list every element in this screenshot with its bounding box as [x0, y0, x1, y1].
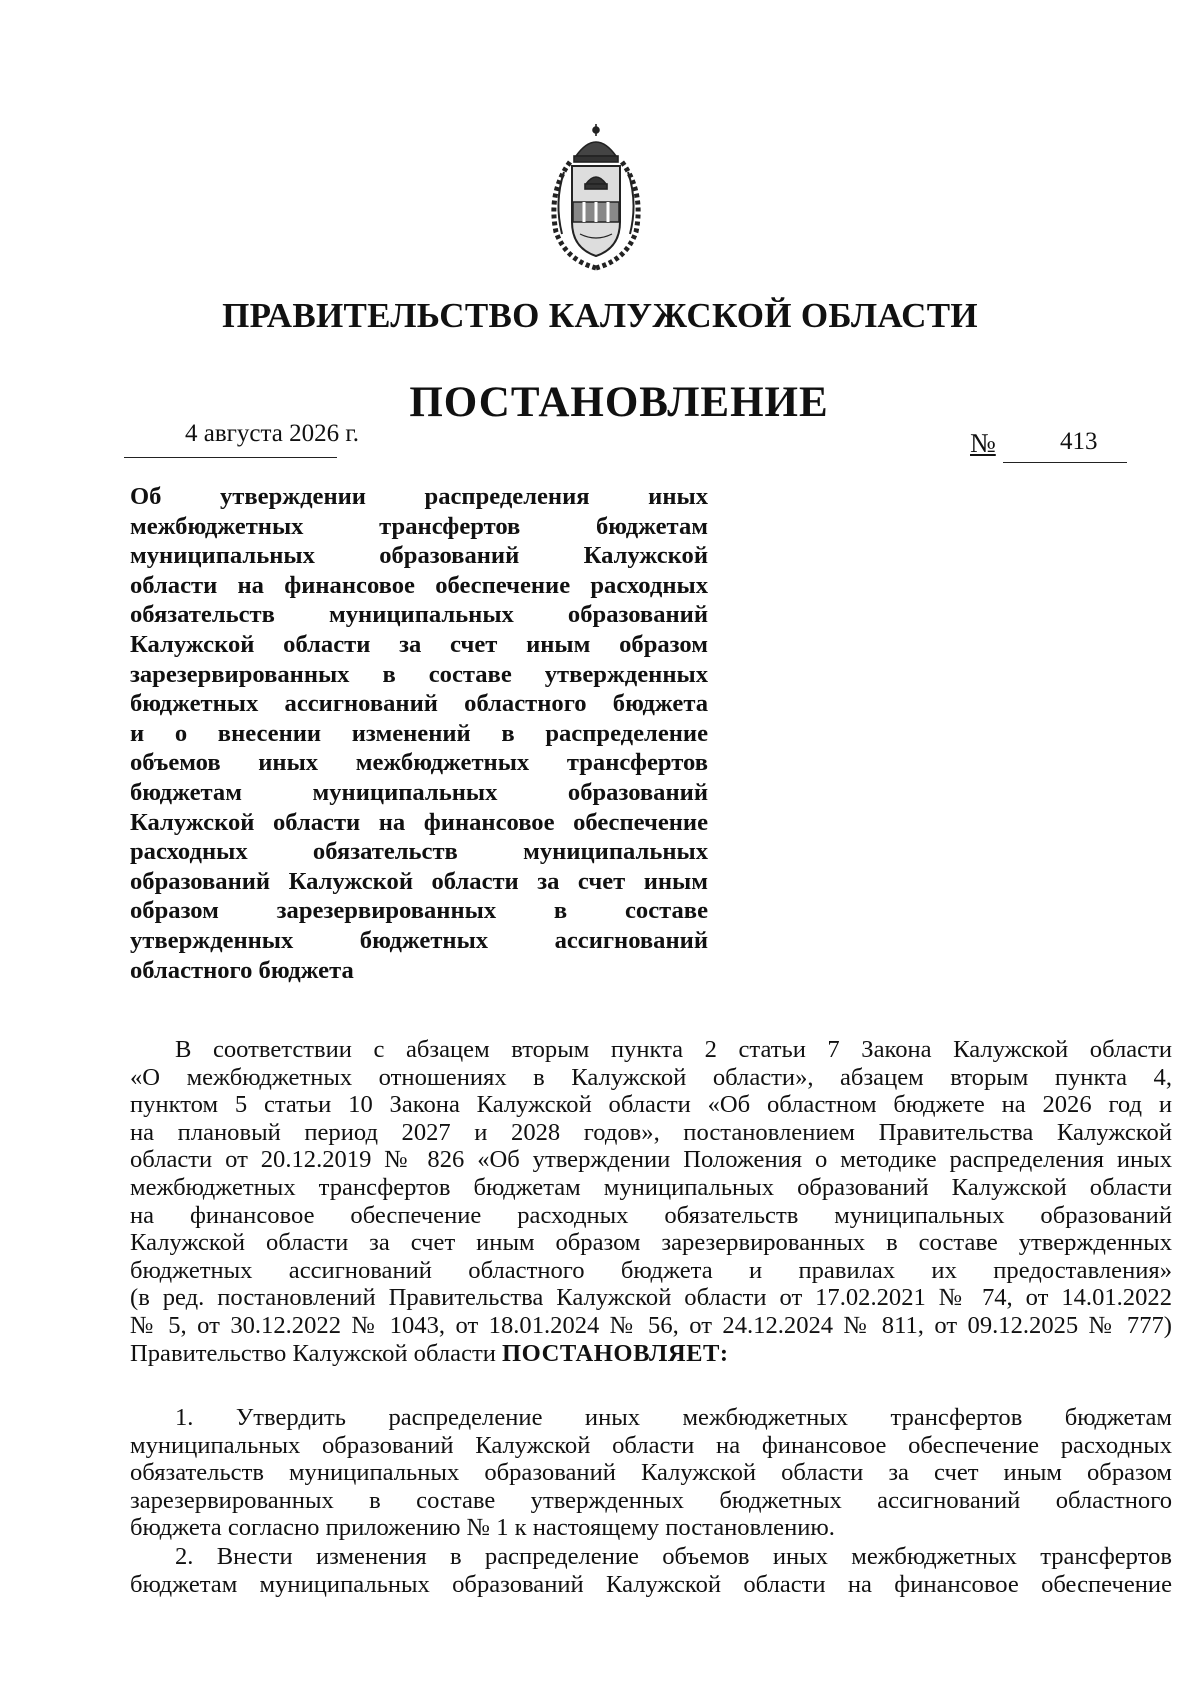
preamble-line: № 5, от 30.12.2022 № 1043, от 18.01.2024 № 56, от 24.12.2024 № 811, от 09.12.2025 № 777): [130, 1311, 1172, 1339]
heading-line: образом зарезервированных в составе: [130, 897, 708, 925]
heading-line: объемов иных межбюджетных трансфертов: [130, 749, 708, 777]
resolution-keyword: ПОСТАНОВЛЯЕТ:: [502, 1339, 729, 1367]
item-2-line: 2. Внести изменения в распределение объемов иных межбюджетных трансфертов: [175, 1543, 1172, 1570]
document-number: 413: [1060, 428, 1098, 455]
heading-line: Калужской области на финансовое обеспечение: [130, 808, 708, 836]
item-1-line: бюджета согласно приложению № 1 к настоящему постановлению.: [130, 1514, 835, 1542]
heading-line: зарезервированных в составе утвержденных: [130, 660, 708, 688]
heading-line: утвержденных бюджетных ассигнований: [130, 926, 708, 954]
heading-line: обязательств муниципальных образований: [130, 601, 708, 629]
document-date: 4 августа 2026 г.: [185, 420, 360, 447]
resolution-subject: Правительство Калужской области: [130, 1339, 503, 1367]
heading-line: Калужской области за счет иным образом: [130, 630, 708, 658]
heading-line: и о внесении изменений в распределение: [130, 719, 708, 747]
heading-line: областного бюджета: [130, 956, 354, 984]
preamble-line: межбюджетных трансфертов бюджетам муниципальных образований Калужской области: [130, 1173, 1172, 1201]
item-2-paragraph: [130, 1543, 1172, 1598]
date-underline: [124, 457, 337, 458]
coat-of-arms-icon: [540, 122, 652, 272]
preamble-line: «О межбюджетных отношениях в Калужской области», абзацем вторым пункта 4,: [130, 1063, 1172, 1091]
item-1-paragraph: [130, 1404, 1172, 1542]
preamble-line: [130, 1340, 1172, 1368]
heading-line: расходных обязательств муниципальных: [130, 838, 708, 866]
number-sign: №: [970, 428, 996, 458]
heading-line: межбюджетных трансфертов бюджетам: [130, 512, 708, 540]
preamble-line: пунктом 5 статьи 10 Закона Калужской области «Об областном бюджете на 2026 год и: [130, 1091, 1172, 1119]
item-1-line: зарезервированных в составе утвержденных бюджетных ассигнований областного: [130, 1486, 1172, 1514]
document-heading: [130, 482, 708, 985]
heading-line: области на финансовое обеспечение расходных: [130, 571, 708, 599]
document-type-title: ПОСТАНОВЛЕНИЕ: [409, 379, 829, 426]
item-1-line: муниципальных образований Калужской области на финансовое обеспечение расходных: [130, 1431, 1172, 1459]
item-2-line: бюджетам муниципальных образований Калужской области на финансовое обеспечение: [130, 1570, 1172, 1598]
heading-line: образований Калужской области за счет иным: [130, 867, 708, 895]
preamble-line: В соответствии с абзацем вторым пункта 2 статьи 7 Закона Калужской области: [175, 1036, 1172, 1063]
number-underline: [1003, 462, 1127, 463]
organization-title: ПРАВИТЕЛЬСТВО КАЛУЖСКОЙ ОБЛАСТИ: [222, 296, 978, 335]
preamble-line: на финансовое обеспечение расходных обязательств муниципальных образований: [130, 1201, 1172, 1229]
heading-line: бюджетных ассигнований областного бюджета: [130, 690, 708, 718]
preamble-line: бюджетных ассигнований областного бюджета и правилах их предоставления»: [130, 1256, 1172, 1284]
preamble-paragraph: [130, 1036, 1172, 1367]
heading-line: Об утверждении распределения иных: [130, 483, 708, 510]
heading-line: бюджетам муниципальных образований: [130, 778, 708, 806]
preamble-line: области от 20.12.2019 № 826 «Об утверждении Положения о методике распределения иных: [130, 1146, 1172, 1174]
preamble-line: на плановый период 2027 и 2028 годов», постановлением Правительства Калужской: [130, 1118, 1172, 1146]
preamble-line: Калужской области за счет иным образом зарезервированных в составе утвержденных: [130, 1229, 1172, 1257]
item-1-line: обязательств муниципальных образований Калужской области за счет иным образом: [130, 1459, 1172, 1487]
item-1-line: 1. Утвердить распределение иных межбюджетных трансфертов бюджетам: [175, 1404, 1172, 1431]
preamble-line: (в ред. постановлений Правительства Калужской области от 17.02.2021 № 74, от 14.01.2022: [130, 1284, 1172, 1312]
heading-line: муниципальных образований Калужской: [130, 542, 708, 570]
